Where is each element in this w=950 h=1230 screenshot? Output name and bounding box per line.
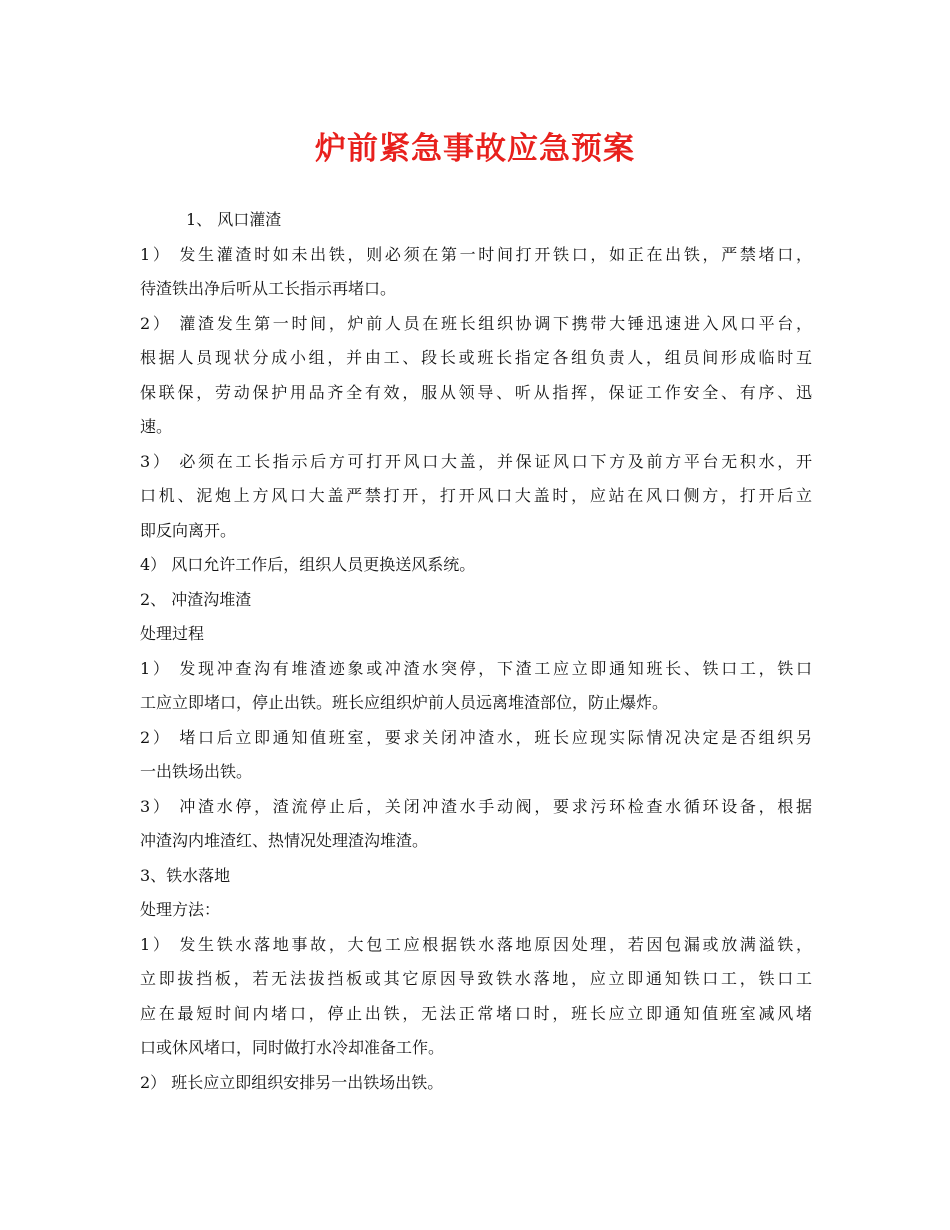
paragraph-line: 1） 发生灌渣时如未出铁，则必须在第一时间打开铁口，如正在出铁，严禁堵口， bbox=[140, 244, 812, 264]
paragraph-line: 速。 bbox=[140, 417, 173, 436]
paragraph-line: 2） 班长应立即组织安排另一出铁场出铁。 bbox=[140, 1072, 444, 1092]
paragraph-line: 3） 冲渣水停，渣流停止后，关闭冲渣水手动阀，要求污环检查水循环设备，根据 bbox=[140, 796, 812, 816]
paragraph-line: 保联保，劳动保护用品齐全有效，服从领导、听从指挥，保证工作安全、有序、迅 bbox=[140, 382, 812, 402]
paragraph-line: 1） 发生铁水落地事故，大包工应根据铁水落地原因处理，若因包漏或放满溢铁， bbox=[140, 934, 812, 954]
subheading: 处理过程 bbox=[140, 624, 205, 643]
paragraph-line: 应在最短时间内堵口，停止出铁，无法正常堵口时，班长应立即通知值班室减风堵 bbox=[140, 1003, 812, 1023]
paragraph-line: 立即拔挡板，若无法拔挡板或其它原因导致铁水落地，应立即通知铁口工，铁口工 bbox=[140, 969, 812, 988]
paragraph-line: 冲渣沟内堆渣红、热情况处理渣沟堆渣。 bbox=[140, 831, 429, 850]
document-body bbox=[140, 203, 812, 1100]
paragraph-line: 口机、泥炮上方风口大盖严禁打开，打开风口大盖时，应站在风口侧方，打开后立 bbox=[140, 486, 812, 505]
paragraph-line: 即反向离开。 bbox=[140, 520, 237, 540]
paragraph-line: 2） 灌渣发生第一时间，炉前人员在班长组织协调下携带大锤迅速进入风口平台， bbox=[140, 313, 812, 333]
paragraph-line: 根据人员现状分成小组，并由工、段长或班长指定各组负责人，组员间形成临时互 bbox=[140, 348, 812, 367]
section-heading-3: 3、铁水落地 bbox=[140, 865, 231, 885]
section-heading-1: 1、 风口灌渣 bbox=[186, 210, 282, 229]
paragraph-line: 3） 必须在工长指示后方可打开风口大盖，并保证风口下方及前方平台无积水，开 bbox=[140, 451, 812, 471]
section-heading-2: 2、 冲渣沟堆渣 bbox=[140, 589, 252, 609]
paragraph-line: 4） 风口允许工作后，组织人员更换送风系统。 bbox=[140, 555, 476, 574]
paragraph-line: 1） 发现冲查沟有堆渣迹象或冲渣水突停，下渣工应立即通知班长、铁口工，铁口 bbox=[140, 658, 812, 678]
paragraph-line: 工应立即堵口，停止出铁。班长应组织炉前人员远离堆渣部位，防止爆炸。 bbox=[140, 693, 669, 712]
paragraph-line: 一出铁场出铁。 bbox=[140, 762, 253, 781]
paragraph-line: 口或休风堵口，同时做打水冷却准备工作。 bbox=[140, 1038, 445, 1057]
paragraph-line: 2） 堵口后立即通知值班室，要求关闭冲渣水，班长应现实际情况决定是否组织另 bbox=[140, 727, 812, 747]
paragraph-line: 待渣铁出净后听从工长指示再堵口。 bbox=[140, 279, 397, 298]
subheading: 处理方法： bbox=[140, 900, 221, 919]
document-title: 炉前紧急事故应急预案 bbox=[315, 131, 635, 167]
